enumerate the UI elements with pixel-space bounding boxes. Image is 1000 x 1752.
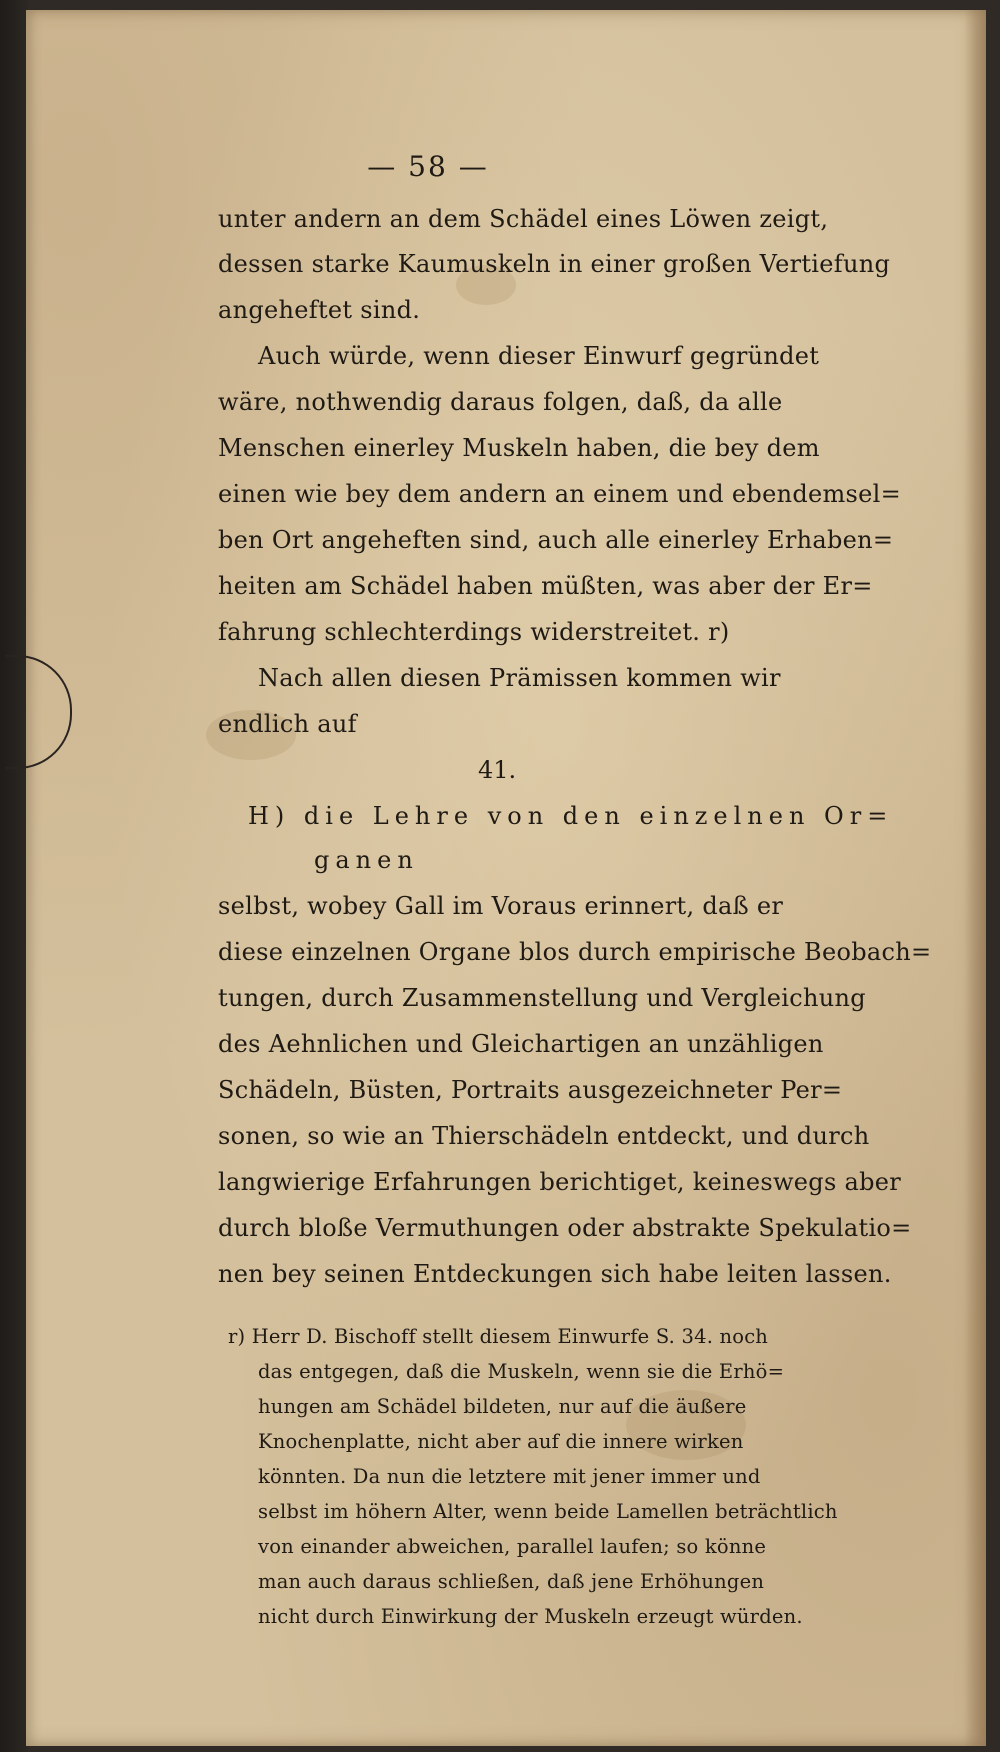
section-heading: H) die Lehre von den einzelnen Or= (248, 802, 894, 830)
body-line: selbst, wobey Gall im Voraus erinnert, daß er (218, 892, 784, 920)
body-line: dessen starke Kaumuskeln in einer großen Vertiefung (218, 250, 891, 278)
section-number: 41. (478, 756, 517, 784)
body-line: Schädeln, Büsten, Portraits ausgezeichneter Per= (218, 1076, 843, 1104)
footnote-line: das entgegen, daß die Muskeln, wenn sie die Erhö= (258, 1360, 785, 1383)
body-line: ben Ort angeheften sind, auch alle einerley Erhaben= (218, 526, 894, 554)
footnote-line: Knochenplatte, nicht aber auf die innere wirken (258, 1430, 744, 1453)
body-line: Auch würde, wenn dieser Einwurf gegründet (258, 342, 820, 370)
footnote-line: r) Herr D. Bischoff stellt diesem Einwurfe S. 34. noch (228, 1325, 769, 1348)
body-line: Nach allen diesen Prämissen kommen wir (258, 664, 781, 692)
footnote-line: selbst im höhern Alter, wenn beide Lamellen beträchtlich (258, 1500, 838, 1523)
page-number: — 58 — (367, 150, 489, 183)
footnote-line: könnten. Da nun die letztere mit jener immer und (258, 1465, 761, 1488)
body-line: durch bloße Vermuthungen oder abstrakte Spekulatio= (218, 1214, 912, 1242)
section-heading: ganen (314, 846, 419, 874)
body-line: angeheftet sind. (218, 296, 421, 324)
footnote-line: nicht durch Einwirkung der Muskeln erzeugt würden. (258, 1605, 803, 1628)
body-line: tungen, durch Zusammenstellung und Vergleichung (218, 984, 866, 1012)
body-line: heiten am Schädel haben müßten, was aber der Er= (218, 572, 873, 600)
footnote-line: hungen am Schädel bildeten, nur auf die äußere (258, 1395, 747, 1418)
body-line: langwierige Erfahrungen berichtiget, keineswegs aber (218, 1168, 902, 1196)
body-line: diese einzelnen Organe blos durch empirische Beobach= (218, 938, 932, 966)
body-line: fahrung schlechterdings widerstreitet. r) (218, 618, 730, 646)
page-edge-shadow (964, 10, 986, 1746)
body-line: des Aehnlichen und Gleichartigen an unzähligen (218, 1030, 824, 1058)
body-line: sonen, so wie an Thierschädeln entdeckt, und durch (218, 1122, 870, 1150)
body-line: einen wie bey dem andern an einem und ebendemsel= (218, 480, 902, 508)
body-line: wäre, nothwendig daraus folgen, daß, da alle (218, 388, 783, 416)
body-line: endlich auf (218, 710, 357, 738)
body-line: unter andern an dem Schädel eines Löwen zeigt, (218, 205, 829, 233)
body-line: nen bey seinen Entdeckungen sich habe leiten lassen. (218, 1260, 892, 1288)
body-line: Menschen einerley Muskeln haben, die bey dem (218, 434, 820, 462)
footnote-line: man auch daraus schließen, daß jene Erhöhungen (258, 1570, 765, 1593)
footnote-line: von einander abweichen, parallel laufen; so könne (258, 1535, 767, 1558)
book-spine-shadow (0, 0, 28, 1752)
